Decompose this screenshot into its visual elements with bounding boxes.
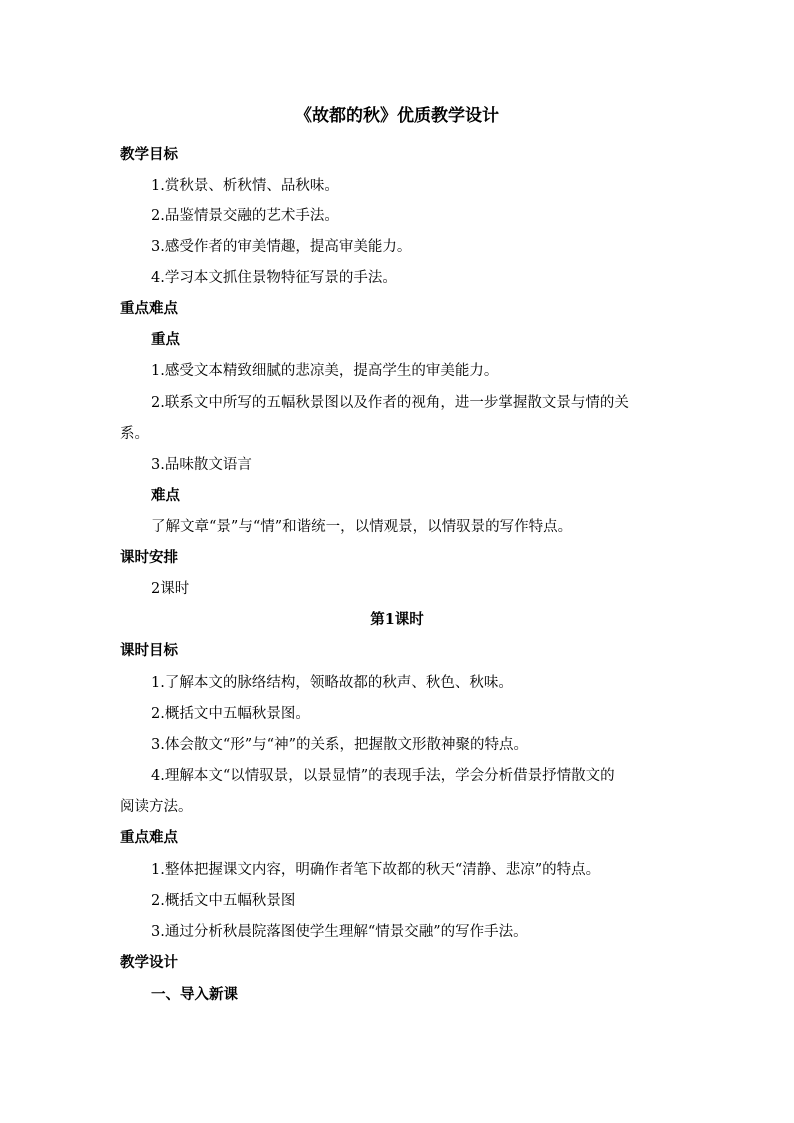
section-heading-lesson-key: 重点难点 bbox=[120, 829, 178, 846]
subheading-difficulty: 难点 bbox=[151, 487, 180, 504]
key-item-continuation: 系。 bbox=[120, 426, 149, 442]
key-item: 2.联系文中所写的五幅秋景图以及作者的视角，进一步掌握散文景与情的关 bbox=[151, 395, 629, 411]
key-item: 3.品味散文语言 bbox=[151, 457, 252, 473]
section-heading-key: 重点难点 bbox=[120, 300, 178, 317]
lesson-key-item: 2.概括文中五幅秋景图 bbox=[151, 893, 296, 909]
section-heading-goals: 教学目标 bbox=[120, 146, 178, 163]
goal-item: 3.感受作者的审美情趣，提高审美能力。 bbox=[151, 239, 412, 255]
subheading-key: 重点 bbox=[151, 331, 180, 348]
difficulty-text: 了解文章“景”与“情”和谐统一，以情观景，以情驭景的写作特点。 bbox=[151, 519, 573, 535]
goal-item: 1.赏秋景、析秋情、品秋味。 bbox=[151, 178, 339, 194]
document-title: 《故都的秋》优质教学设计 bbox=[295, 106, 499, 126]
lesson-goal-item: 1.了解本文的脉络结构，领略故都的秋声、秋色、秋味。 bbox=[151, 675, 513, 691]
design-step: 一、导入新课 bbox=[151, 986, 238, 1003]
lesson-goal-item: 4.理解本文“以情驭景，以景显情”的表现手法，学会分析借景抒情散文的 bbox=[151, 768, 615, 784]
section-heading-schedule: 课时安排 bbox=[120, 549, 178, 566]
goal-item: 4.学习本文抓住景物特征写景的手法。 bbox=[151, 270, 397, 286]
goal-item: 2.品鉴情景交融的艺术手法。 bbox=[151, 208, 339, 224]
key-item: 1.感受文本精致细腻的悲凉美，提高学生的审美能力。 bbox=[151, 363, 499, 379]
lesson-key-item: 1.整体把握课文内容，明确作者笔下故都的秋天“清静、悲凉”的特点。 bbox=[151, 862, 601, 878]
lesson-goal-item: 2.概括文中五幅秋景图。 bbox=[151, 706, 310, 722]
lesson-goal-item: 3.体会散文“形”与“神”的关系，把握散文形散神聚的特点。 bbox=[151, 737, 528, 753]
lesson-goal-continuation: 阅读方法。 bbox=[120, 799, 193, 815]
lesson-key-item: 3.通过分析秋晨院落图使学生理解“情景交融”的写作手法。 bbox=[151, 924, 528, 940]
schedule-text: 2课时 bbox=[151, 581, 190, 597]
section-heading-lesson-goals: 课时目标 bbox=[120, 642, 178, 659]
section-heading-design: 教学设计 bbox=[120, 954, 178, 971]
lesson-heading: 第1课时 bbox=[370, 611, 424, 628]
